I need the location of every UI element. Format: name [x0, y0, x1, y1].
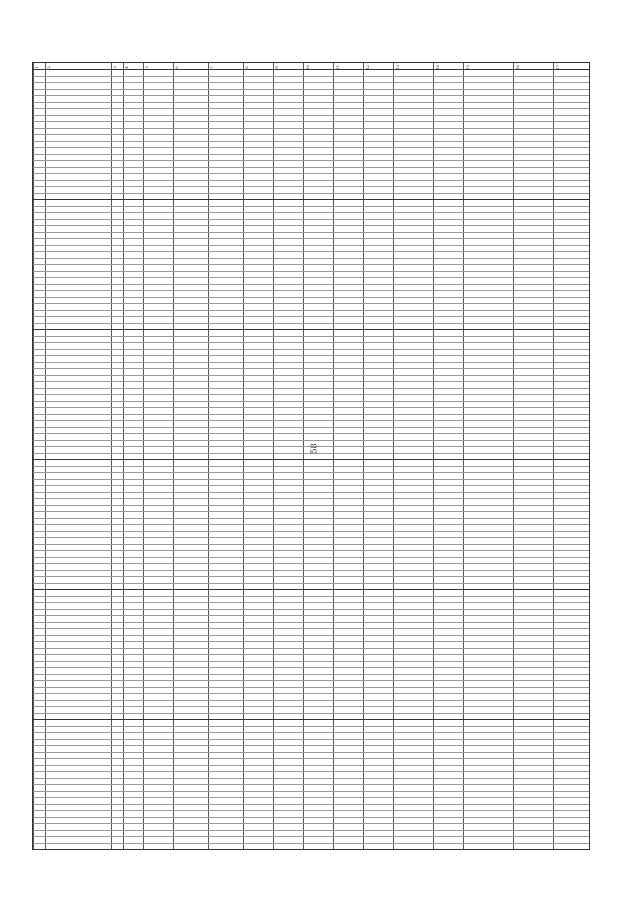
page-number: 58 — [309, 443, 319, 454]
row-divider — [33, 648, 589, 649]
row-divider — [33, 303, 589, 304]
row-divider — [33, 537, 589, 538]
row-divider — [33, 524, 589, 525]
row-divider — [33, 95, 589, 96]
row-divider — [33, 160, 589, 161]
column-number: 16 — [515, 64, 521, 71]
row-divider — [33, 654, 589, 655]
row-divider — [33, 739, 589, 740]
row-divider — [33, 414, 589, 415]
row-divider — [33, 167, 589, 168]
row-divider — [33, 453, 589, 454]
row-divider — [33, 667, 589, 668]
row-divider — [33, 466, 589, 467]
row-divider — [33, 440, 589, 441]
row-divider — [33, 745, 589, 746]
row-divider — [33, 596, 589, 597]
column-number: 1 — [33, 66, 39, 69]
row-divider — [33, 427, 589, 428]
row-divider — [33, 323, 589, 324]
column-number: 12 — [365, 64, 371, 71]
column-number: 15 — [465, 64, 471, 71]
row-divider — [33, 459, 589, 460]
row-divider — [33, 661, 589, 662]
row-divider — [33, 407, 589, 408]
column-number: 6 — [173, 66, 179, 69]
row-divider — [33, 329, 589, 330]
row-divider — [33, 349, 589, 350]
row-divider — [33, 492, 589, 493]
row-divider — [33, 479, 589, 480]
row-divider — [33, 583, 589, 584]
row-divider — [33, 76, 589, 77]
row-divider — [33, 420, 589, 421]
row-divider — [33, 830, 589, 831]
row-divider — [33, 134, 589, 135]
row-divider — [33, 823, 589, 824]
row-divider — [33, 199, 589, 200]
row-divider — [33, 154, 589, 155]
row-divider — [33, 726, 589, 727]
row-divider — [33, 531, 589, 532]
row-divider — [33, 258, 589, 259]
row-divider — [33, 271, 589, 272]
row-divider — [33, 836, 589, 837]
row-divider — [33, 680, 589, 681]
data-table — [32, 62, 590, 850]
row-divider — [33, 498, 589, 499]
row-divider — [33, 485, 589, 486]
row-divider — [33, 791, 589, 792]
column-number: 8 — [243, 66, 249, 69]
row-divider — [33, 401, 589, 402]
row-divider — [33, 817, 589, 818]
row-divider — [33, 563, 589, 564]
row-divider — [33, 693, 589, 694]
row-divider — [33, 778, 589, 779]
row-divider — [33, 674, 589, 675]
column-number: 3 — [111, 66, 117, 69]
row-divider — [33, 797, 589, 798]
row-divider — [33, 472, 589, 473]
row-divider — [33, 713, 589, 714]
row-divider — [33, 277, 589, 278]
row-divider — [33, 89, 589, 90]
row-divider — [33, 238, 589, 239]
row-divider — [33, 758, 589, 759]
row-divider — [33, 212, 589, 213]
row-divider — [33, 550, 589, 551]
row-divider — [33, 342, 589, 343]
row-divider — [33, 180, 589, 181]
row-divider — [33, 719, 589, 720]
row-divider — [33, 264, 589, 265]
row-divider — [33, 635, 589, 636]
row-divider — [33, 810, 589, 811]
column-number: 13 — [395, 64, 401, 71]
row-divider — [33, 69, 589, 70]
row-divider — [33, 700, 589, 701]
row-divider — [33, 375, 589, 376]
row-divider — [33, 316, 589, 317]
row-divider — [33, 219, 589, 220]
row-divider — [33, 446, 589, 447]
row-divider — [33, 368, 589, 369]
column-number: 2 — [45, 66, 51, 69]
row-divider — [33, 141, 589, 142]
row-divider — [33, 193, 589, 194]
row-divider — [33, 771, 589, 772]
column-number: 14 — [435, 64, 441, 71]
row-divider — [33, 589, 589, 590]
row-divider — [33, 804, 589, 805]
row-divider — [33, 284, 589, 285]
row-divider — [33, 206, 589, 207]
row-divider — [33, 245, 589, 246]
row-divider — [33, 102, 589, 103]
row-divider — [33, 82, 589, 83]
column-number: 10 — [305, 64, 311, 71]
row-divider — [33, 232, 589, 233]
row-divider — [33, 511, 589, 512]
row-divider — [33, 290, 589, 291]
column-number: 4 — [123, 66, 129, 69]
column-number: 7 — [208, 66, 214, 69]
row-divider — [33, 687, 589, 688]
row-divider — [33, 843, 589, 844]
row-divider — [33, 173, 589, 174]
row-divider — [33, 544, 589, 545]
row-divider — [33, 394, 589, 395]
row-divider — [33, 765, 589, 766]
row-divider — [33, 732, 589, 733]
row-divider — [33, 706, 589, 707]
row-divider — [33, 225, 589, 226]
row-divider — [33, 336, 589, 337]
row-divider — [33, 362, 589, 363]
row-divider — [33, 505, 589, 506]
row-divider — [33, 186, 589, 187]
row-divider — [33, 147, 589, 148]
row-divider — [33, 615, 589, 616]
column-number: 5 — [143, 66, 149, 69]
row-divider — [33, 570, 589, 571]
row-divider — [33, 121, 589, 122]
row-divider — [33, 641, 589, 642]
row-divider — [33, 388, 589, 389]
column-number: 11 — [335, 64, 341, 71]
row-divider — [33, 557, 589, 558]
row-divider — [33, 602, 589, 603]
row-divider — [33, 752, 589, 753]
column-number: 17 — [555, 64, 561, 71]
row-divider — [33, 310, 589, 311]
row-divider — [33, 128, 589, 129]
row-divider — [33, 355, 589, 356]
row-divider — [33, 609, 589, 610]
row-divider — [33, 576, 589, 577]
row-divider — [33, 784, 589, 785]
row-divider — [33, 518, 589, 519]
row-divider — [33, 381, 589, 382]
row-divider — [33, 251, 589, 252]
row-divider — [33, 115, 589, 116]
column-number: 9 — [273, 66, 279, 69]
row-divider — [33, 433, 589, 434]
row-divider — [33, 108, 589, 109]
row-divider — [33, 622, 589, 623]
row-divider — [33, 628, 589, 629]
row-divider — [33, 297, 589, 298]
